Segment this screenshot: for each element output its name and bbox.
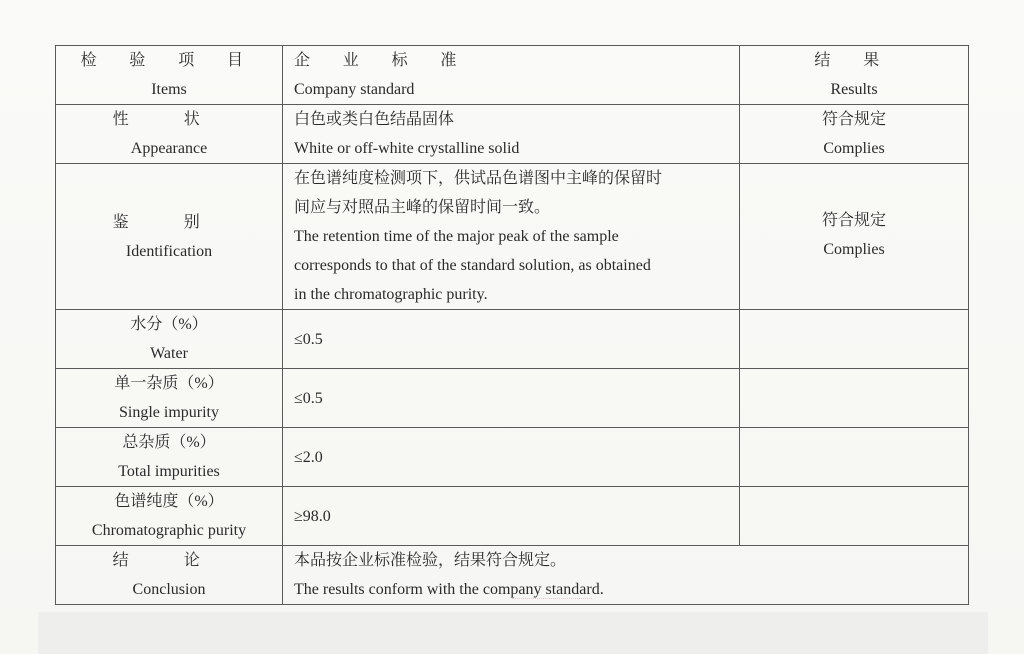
table-header-row xyxy=(56,46,969,105)
table-row xyxy=(56,487,969,546)
result-cell xyxy=(740,105,969,164)
item-cell xyxy=(56,164,283,310)
conclusion-text-cell xyxy=(283,546,969,605)
item-cell xyxy=(56,310,283,369)
item-en: Appearance xyxy=(130,140,208,157)
header-results-en: Results xyxy=(830,81,878,98)
result-cell xyxy=(740,310,969,369)
standard-cell xyxy=(283,105,740,164)
standard-line: ≤0.5 xyxy=(294,330,323,348)
item-cn: 单一杂质（%） xyxy=(114,375,224,392)
table-row xyxy=(56,428,969,487)
standard-line: ≤0.5 xyxy=(294,389,323,407)
standard-line: ≤2.0 xyxy=(294,448,323,466)
standard-line: The retention time of the major peak of the sample xyxy=(294,228,619,245)
result-cn: 符合规定 xyxy=(821,212,886,229)
item-en: Water xyxy=(150,345,188,362)
standard-cell xyxy=(283,487,740,546)
standard-line: 在色谱纯度检测项下，供试品色谱图中主峰的保留时 xyxy=(294,170,663,187)
result-cell xyxy=(740,369,969,428)
conclusion-text-en: The results conform with the company standard. xyxy=(294,581,604,598)
standard-cell xyxy=(283,164,740,310)
standard-cell xyxy=(283,369,740,428)
standard-line: ≥98.0 xyxy=(294,507,331,525)
header-standard-cn: 企 业 标 准 xyxy=(294,52,471,69)
item-cell xyxy=(56,487,283,546)
result-cell xyxy=(740,164,969,310)
item-cn: 色谱纯度（%） xyxy=(114,493,224,510)
item-cn: 水分（%） xyxy=(130,316,208,333)
standard-line: in the chromatographic purity. xyxy=(294,286,488,303)
item-cell xyxy=(56,428,283,487)
item-en: Single impurity xyxy=(119,404,219,421)
result-en: Complies xyxy=(823,140,885,157)
table-row xyxy=(56,105,969,164)
header-standard-en: Company standard xyxy=(294,81,415,98)
header-items-cn: 检 验 项 目 xyxy=(80,52,258,69)
header-results-cn: 结 果 xyxy=(814,52,894,69)
header-standard-cell xyxy=(283,46,740,105)
item-en: Total impurities xyxy=(118,463,220,480)
conclusion-label-cell xyxy=(56,546,283,605)
conclusion-text-cn: 本品按企业标准检验，结果符合规定。 xyxy=(294,552,567,569)
item-cell xyxy=(56,105,283,164)
header-results-cell xyxy=(740,46,969,105)
item-cn: 性 状 xyxy=(112,111,226,128)
item-en: Chromatographic purity xyxy=(91,522,247,539)
header-items-en: Items xyxy=(151,81,187,98)
test-results-table xyxy=(55,45,969,605)
conclusion-label-cn: 结 论 xyxy=(112,552,226,569)
item-en: Identification xyxy=(125,242,213,260)
result-cell xyxy=(740,487,969,546)
standard-line: White or off-white crystalline solid xyxy=(294,140,520,157)
item-cn: 鉴 别 xyxy=(112,213,226,231)
result-cn: 符合规定 xyxy=(821,111,886,128)
result-cell xyxy=(740,428,969,487)
standard-cell xyxy=(283,310,740,369)
item-cn: 总杂质（%） xyxy=(122,434,216,451)
standard-line: corresponds to that of the standard solution, as obtained xyxy=(294,257,651,274)
table-row xyxy=(56,164,969,310)
result-en: Complies xyxy=(823,241,885,258)
faint-stamp-mark xyxy=(512,584,592,599)
scan-bottom-band xyxy=(38,612,988,654)
standard-line: 白色或类白色结晶固体 xyxy=(294,111,455,128)
table-row xyxy=(56,310,969,369)
conclusion-label-en: Conclusion xyxy=(132,581,206,598)
item-cell xyxy=(56,369,283,428)
standard-cell xyxy=(283,428,740,487)
header-items-cell xyxy=(56,46,283,105)
standard-line: 间应与对照品主峰的保留时间一致。 xyxy=(294,199,551,216)
table-row xyxy=(56,369,969,428)
